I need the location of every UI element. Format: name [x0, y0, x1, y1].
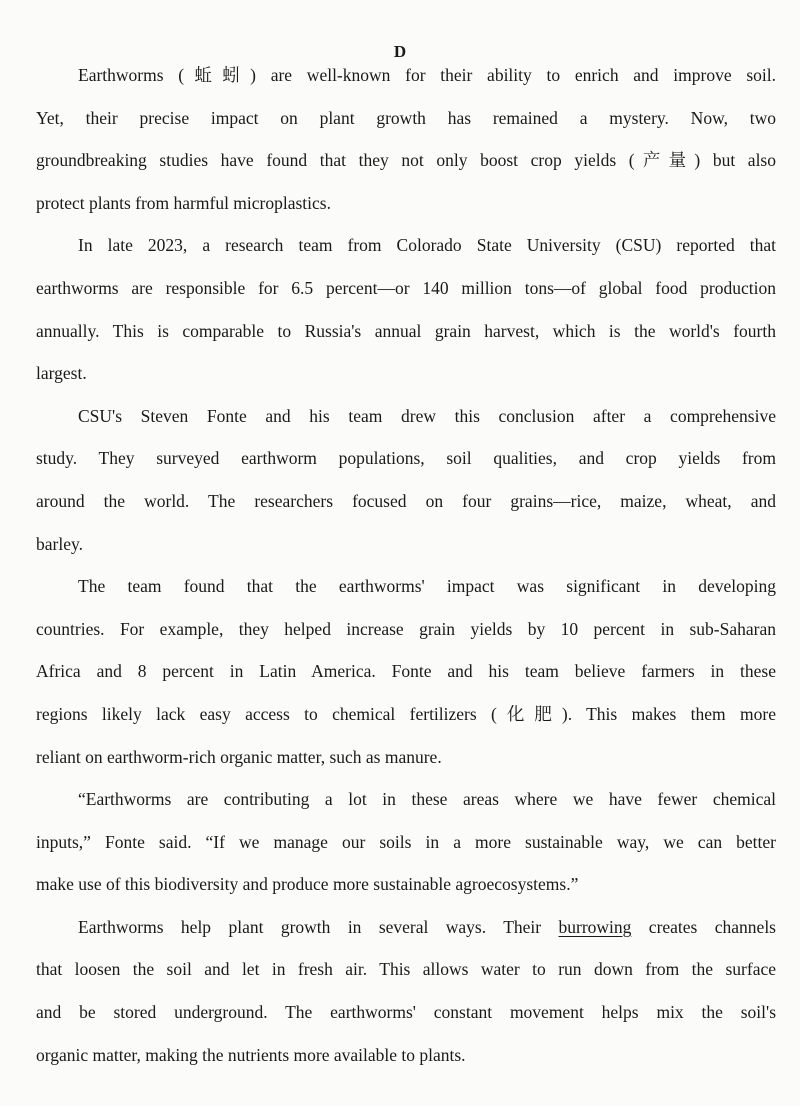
text-line: regions likely lack easy access to chemical fertilizers (化肥). This makes them more — [36, 703, 776, 724]
passage-body — [36, 54, 776, 1076]
text-line: organic matter, making the nutrients more available to plants. — [36, 1044, 466, 1065]
text-line: earthworms are responsible for 6.5 percent—or 140 million tons—of global food production — [36, 277, 776, 298]
text-line: Yet, their precise impact on plant growth has remained a mystery. Now, two — [36, 107, 776, 128]
text-segment: Earthworms help plant growth in several ways. Their — [78, 916, 559, 937]
text-line: Africa and 8 percent in Latin America. Fonte and his team believe farmers in these — [36, 661, 776, 682]
text-line: groundbreaking studies have found that they not only boost crop yields (产量) but also — [36, 150, 776, 171]
paragraph — [36, 395, 776, 565]
text-line — [36, 906, 776, 949]
text-line: around the world. The researchers focused on four grains—rice, maize, wheat, and — [36, 490, 776, 511]
text-segment: creates channels — [631, 916, 776, 937]
text-line: and be stored underground. The earthworms' constant movement helps mix the soil's — [36, 1002, 776, 1023]
text-line: barley. — [36, 533, 83, 554]
paragraph — [36, 906, 776, 1076]
text-line: Earthworms (蚯蚓) are well-known for their ability to enrich and improve soil. — [78, 65, 776, 85]
text-line: “Earthworms are contributing a lot in these areas where we have fewer chemical — [78, 789, 776, 810]
paragraph — [36, 54, 776, 224]
text-line: reliant on earthworm-rich organic matter, such as manure. — [36, 746, 442, 767]
text-line: protect plants from harmful microplastics. — [36, 192, 331, 213]
text-line: inputs,” Fonte said. “If we manage our soils in a more sustainable way, we can better — [36, 831, 776, 852]
text-line: make use of this biodiversity and produce more sustainable agroecosystems.” — [36, 874, 579, 895]
text-line: study. They surveyed earthworm populations, soil qualities, and crop yields from — [36, 448, 776, 469]
text-line: largest. — [36, 363, 87, 384]
text-line: CSU's Steven Fonte and his team drew this conclusion after a comprehensive — [78, 405, 776, 426]
paragraph — [36, 778, 776, 906]
text-line: The team found that the earthworms' impact was significant in developing — [78, 576, 776, 597]
section-title: D — [393, 42, 407, 61]
paragraph — [36, 224, 776, 394]
text-line: annually. This is comparable to Russia's annual grain harvest, which is the world's fourth — [36, 320, 776, 341]
paragraph — [36, 565, 776, 778]
text-line: that loosen the soil and let in fresh air. This allows water to run down from the surface — [36, 959, 776, 980]
text-line: countries. For example, they helped increase grain yields by 10 percent in sub-Saharan — [36, 618, 776, 639]
underlined-word: burrowing — [558, 916, 632, 937]
text-line: In late 2023, a research team from Colorado State University (CSU) reported that — [78, 235, 776, 256]
